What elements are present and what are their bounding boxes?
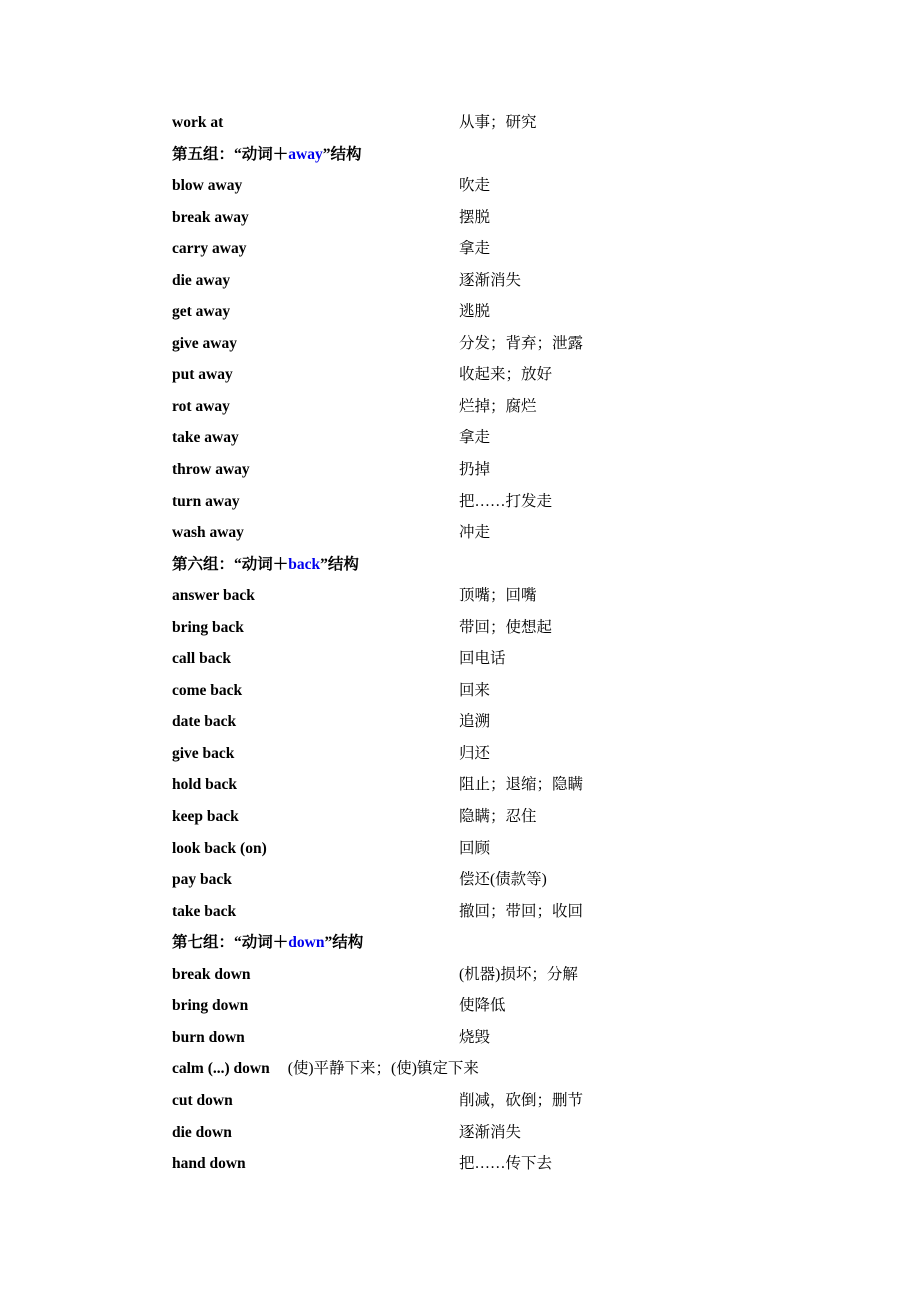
phrase-entry (172, 422, 772, 454)
phrase-chinese: 分发；背弃；泄露 (459, 334, 584, 352)
group-heading-suffix: ”结构 (320, 555, 359, 573)
phrase-english: work at (172, 114, 224, 131)
phrase-entry (172, 990, 772, 1022)
phrase-chinese: 逐渐消失 (459, 271, 522, 289)
phrase-english: give back (172, 744, 235, 762)
phrase-english: die down (172, 1123, 232, 1141)
phrase-entry (172, 486, 772, 518)
phrase-english: die away (172, 271, 231, 289)
group-heading-keyword: down (288, 934, 325, 952)
phrase-chinese: 逐渐消失 (459, 1123, 522, 1141)
group-heading-text (172, 549, 359, 581)
phrase-entry (172, 517, 772, 549)
group-heading-prefix: 第五组：“动词＋ (172, 145, 289, 163)
phrase-chinese: 吹走 (459, 177, 491, 195)
phrase-english: bring back (172, 618, 244, 636)
group-heading-keyword: away (288, 145, 323, 163)
phrase-entry (172, 864, 772, 896)
phrase-chinese: 回来 (459, 681, 491, 699)
phrase-chinese: 从事；研究 (459, 114, 537, 131)
phrase-chinese: 阻止；退缩；隐瞒 (459, 776, 584, 794)
phrase-chinese: 把……传下去 (459, 1155, 553, 1173)
phrase-entry (172, 643, 772, 675)
phrase-chinese: 偿还(债款等) (459, 871, 547, 889)
phrase-english: throw away (172, 461, 250, 479)
phrase-entry (172, 769, 772, 801)
phrase-entry (172, 296, 772, 328)
phrase-chinese: 逃脱 (459, 303, 491, 321)
phrase-english: hold back (172, 776, 238, 794)
phrase-entry (172, 1022, 772, 1054)
phrase-entry (172, 833, 772, 865)
phrase-entry (172, 391, 772, 423)
phrase-chinese: 使降低 (459, 997, 506, 1015)
phrase-english: hand down (172, 1155, 246, 1173)
phrase-entry (172, 170, 772, 202)
phrase-chinese: 削减，砍倒；删节 (459, 1091, 584, 1109)
phrase-chinese: 把……打发走 (459, 492, 553, 510)
phrase-chinese: 回顾 (459, 839, 491, 857)
phrase-entry (172, 454, 772, 486)
phrase-entry (172, 896, 772, 928)
phrase-english: get away (172, 303, 231, 321)
phrase-english: look back (on) (172, 839, 267, 857)
phrase-chinese: 收起来；放好 (459, 366, 553, 384)
phrase-english: wash away (172, 524, 244, 542)
phrase-english: answer back (172, 587, 255, 605)
phrase-english: blow away (172, 177, 243, 195)
phrase-chinese: 撤回；带回；收回 (459, 902, 584, 920)
phrase-chinese: 烂掉；腐烂 (459, 397, 537, 415)
phrase-english: break away (172, 208, 249, 226)
phrase-english: calm (...) down (172, 1060, 270, 1078)
phrase-english: keep back (172, 808, 239, 826)
phrase-english: call back (172, 650, 231, 668)
phrase-chinese: 追溯 (459, 713, 491, 731)
phrase-english: bring down (172, 997, 249, 1015)
phrase-english: give away (172, 334, 238, 352)
phrase-chinese: 冲走 (459, 524, 491, 542)
phrase-english: cut down (172, 1091, 233, 1109)
phrase-chinese: (使)平静下来；(使)镇定下来 (287, 1060, 479, 1078)
phrase-entry (172, 675, 772, 707)
phrase-chinese: 回电话 (459, 650, 506, 668)
phrase-english: take back (172, 902, 237, 920)
group-heading (172, 549, 772, 581)
group-heading-prefix: 第六组：“动词＋ (172, 555, 289, 573)
group-heading (172, 139, 772, 171)
phrase-entry (172, 202, 772, 234)
phrase-english: burn down (172, 1028, 245, 1046)
phrase-entry (172, 706, 772, 738)
phrase-chinese: 归还 (459, 744, 491, 762)
group-heading-text (172, 139, 361, 171)
group-heading-keyword: back (288, 555, 321, 573)
group-heading-prefix: 第七组：“动词＋ (172, 934, 289, 952)
phrase-entry (172, 1148, 772, 1180)
phrase-chinese: 扔掉 (459, 461, 491, 479)
phrase-entry (172, 265, 772, 297)
phrase-entry (172, 359, 772, 391)
phrase-entry (172, 1053, 772, 1085)
phrase-entry (172, 1085, 772, 1117)
phrase-entry (172, 107, 772, 139)
phrase-chinese: 顶嘴；回嘴 (459, 587, 537, 605)
phrase-entry (172, 328, 772, 360)
phrase-chinese: (机器)损坏；分解 (459, 965, 578, 983)
phrase-chinese: 摆脱 (459, 208, 491, 226)
phrase-chinese: 隐瞒；忍住 (459, 808, 537, 826)
phrase-english: rot away (172, 397, 230, 415)
phrase-chinese: 烧毁 (459, 1028, 491, 1046)
phrase-chinese: 拿走 (459, 240, 491, 258)
phrase-english: put away (172, 366, 233, 384)
phrase-entry (172, 738, 772, 770)
phrase-english: come back (172, 681, 243, 699)
phrase-english: pay back (172, 871, 232, 889)
phrase-english: turn away (172, 492, 240, 510)
group-heading-suffix: ”结构 (322, 145, 362, 163)
phrasal-verb-list (172, 107, 772, 1180)
phrase-english: carry away (172, 240, 247, 258)
phrase-inline (172, 1053, 479, 1085)
phrase-chinese: 带回；使想起 (459, 618, 553, 636)
phrase-entry (172, 580, 772, 612)
group-heading (172, 927, 772, 959)
phrase-chinese: 拿走 (459, 429, 491, 447)
phrase-english: take away (172, 429, 239, 447)
phrase-entry (172, 612, 772, 644)
phrase-entry (172, 959, 772, 991)
phrase-entry (172, 233, 772, 265)
group-heading-suffix: ”结构 (324, 934, 364, 952)
phrase-entry (172, 801, 772, 833)
phrase-english: date back (172, 713, 237, 731)
phrase-entry (172, 1117, 772, 1149)
phrase-english: break down (172, 965, 251, 983)
group-heading-text (172, 927, 363, 959)
